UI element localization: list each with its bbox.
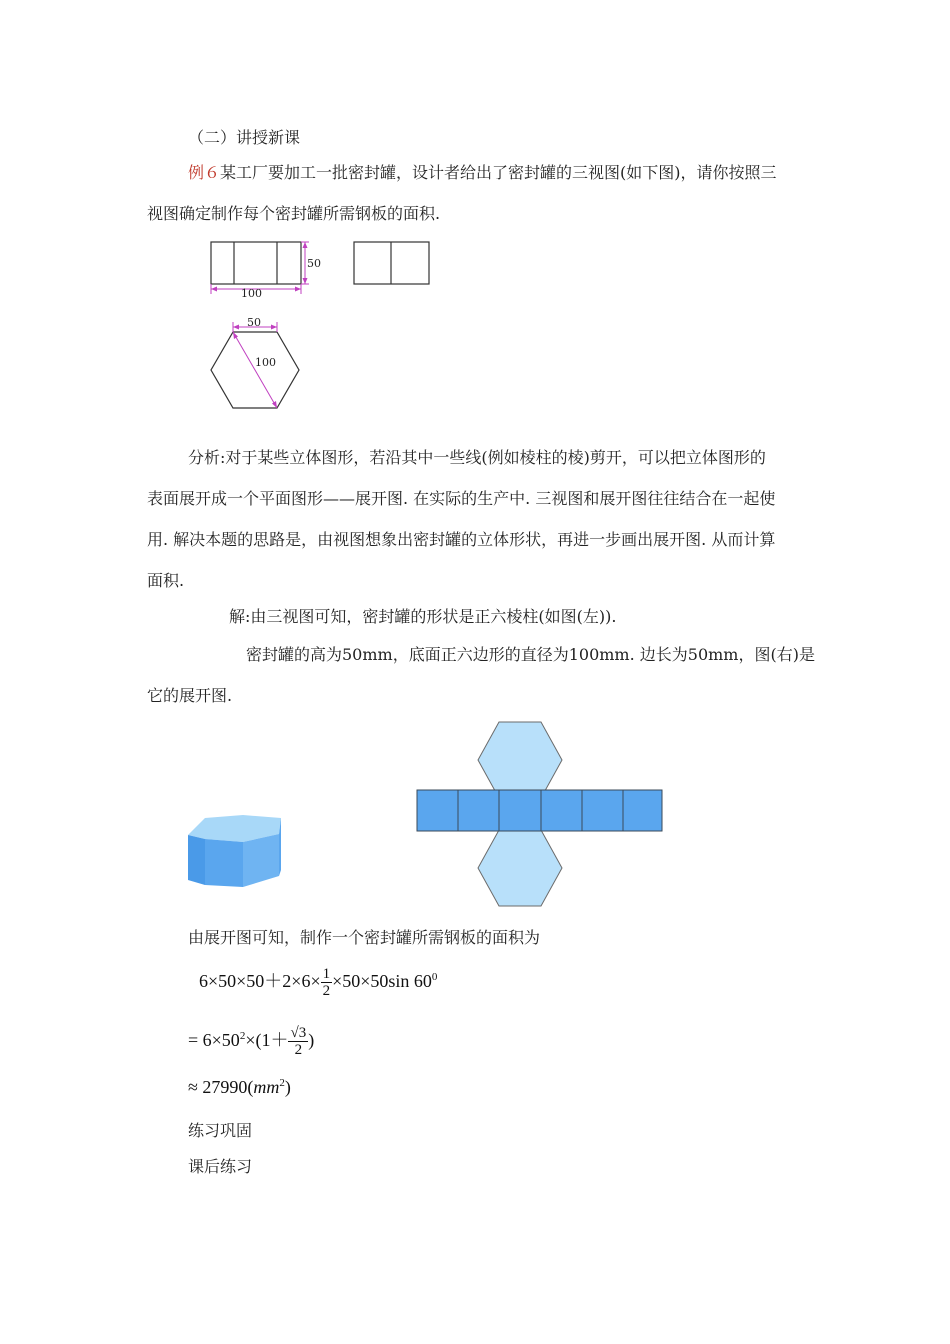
formula-line-1 xyxy=(199,966,437,999)
example-line-1 xyxy=(188,163,777,183)
front-height-label: 50 xyxy=(307,257,321,270)
analysis-line-2: 表面展开成一个平面图形——展开图. 在实际的生产中. 三视图和展开图往往结合在一起使 xyxy=(147,489,776,508)
solution-line-1: 解:由三视图可知，密封罐的形状是正六棱柱(如图(左)). xyxy=(229,607,617,626)
fraction-half-numerator: 1 xyxy=(322,966,331,983)
practice-title: 练习巩固 xyxy=(188,1121,253,1140)
analysis-line-4: 面积. xyxy=(147,571,185,590)
formula-1-a: 6×50×50＋2×6× xyxy=(199,971,321,991)
formula-3-unit: mm xyxy=(253,1077,280,1097)
fraction-half-denominator: 2 xyxy=(322,983,331,1000)
formula-2-b: ×(1＋ xyxy=(245,1030,289,1050)
example-text-1: 某工厂要加工一批密封罐，设计者给出了密封罐的三视图(如下图)，请你按照三 xyxy=(220,163,777,182)
front-width-label: 100 xyxy=(241,287,262,300)
side-view-diagram xyxy=(350,238,435,290)
formula-1-sup: 0 xyxy=(431,971,438,983)
section-title: （二）讲授新课 xyxy=(188,128,301,147)
formula-3-sup: 2 xyxy=(279,1077,285,1089)
formula-2-c: ) xyxy=(308,1030,315,1050)
net-diagram xyxy=(412,718,668,908)
example-label: 例６ xyxy=(188,163,221,182)
formula-2-a: = 6×50 xyxy=(188,1030,240,1050)
solution-line-2: 密封罐的高为50mm，底面正六边形的直径为100mm. 边长为50mm，图(右)是 xyxy=(246,645,815,664)
formula-line-3 xyxy=(188,1072,291,1098)
formula-1-b: ×50×50sin 60 xyxy=(332,971,432,991)
formula-3-a: ≈ 27990( xyxy=(188,1077,254,1097)
fraction-sqrt3 xyxy=(288,1025,308,1058)
homework-title: 课后练习 xyxy=(188,1157,253,1176)
formula-3-c: ) xyxy=(284,1077,291,1097)
analysis-line-3: 用. 解决本题的思路是，由视图想象出密封罐的立体形状，再进一步画出展开图. 从而计算 xyxy=(147,530,776,549)
fraction-half xyxy=(321,966,333,999)
example-line-2: 视图确定制作每个密封罐所需钢板的面积. xyxy=(147,204,441,223)
net-intro: 由展开图可知，制作一个密封罐所需钢板的面积为 xyxy=(188,928,541,947)
top-side-label: 50 xyxy=(247,316,261,329)
fraction-sqrt3-numerator: √3 xyxy=(290,1025,307,1042)
solution-line-3: 它的展开图. xyxy=(147,686,233,705)
top-diagonal-label: 100 xyxy=(255,356,276,369)
analysis-line-1: 分析:对于某些立体图形，若沿其中一些线(例如棱柱的棱)剪开，可以把立体图形的 xyxy=(188,448,766,467)
front-view-diagram xyxy=(205,238,330,304)
formula-2-sup: 2 xyxy=(239,1030,246,1042)
formula-line-2 xyxy=(188,1025,314,1058)
hexagonal-prism-figure xyxy=(183,810,288,890)
fraction-sqrt3-denominator: 2 xyxy=(294,1042,303,1059)
